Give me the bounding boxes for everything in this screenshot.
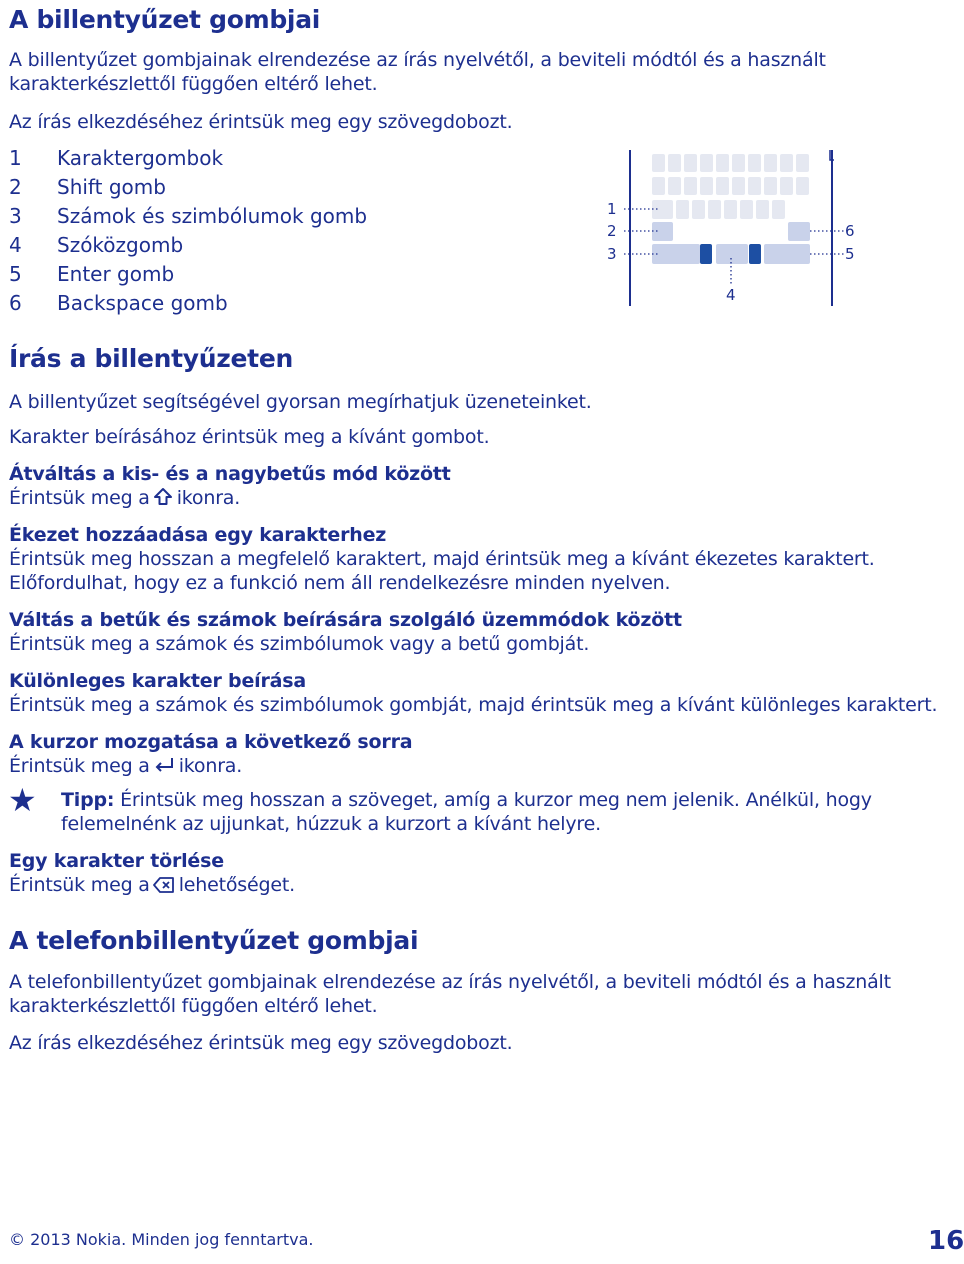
list-item: 5 Enter gomb	[9, 262, 175, 286]
shift-heading: Átváltás a kis- és a nagybetűs mód között	[9, 463, 451, 485]
tip-label: Tipp:	[61, 789, 115, 811]
section-title-typing: Írás a billentyűzeten	[9, 344, 293, 373]
key	[692, 200, 705, 219]
special-char-heading: Különleges karakter beírása	[9, 670, 306, 692]
intro-line-1: A billentyűzet gombjainak elrendezése az írás nyelvétől, a beviteli módtól és a használt	[9, 49, 826, 71]
key	[732, 177, 745, 195]
copyright: © 2013 Nokia. Minden jog fenntartva.	[9, 1230, 314, 1249]
cursor-instruction: Érintsük meg a ikonra.	[9, 754, 242, 781]
key	[724, 200, 737, 219]
enter-key	[764, 244, 810, 264]
key	[740, 200, 753, 219]
key	[748, 177, 761, 195]
callout-label-4: 4	[726, 286, 736, 304]
callout-label-5: 5	[845, 245, 855, 263]
key	[732, 154, 745, 172]
callout-label-2: 2	[607, 222, 617, 240]
key	[684, 154, 697, 172]
star-icon: ★	[8, 781, 37, 819]
key-legend-list	[9, 146, 367, 320]
key	[700, 244, 712, 264]
typing-line-1: A billentyűzet segítségével gyorsan megírhatjuk üzeneteinket.	[9, 391, 592, 413]
key	[652, 154, 665, 172]
space-key	[716, 244, 748, 264]
key	[716, 177, 729, 195]
key	[780, 154, 793, 172]
key	[668, 177, 681, 195]
key	[780, 177, 793, 195]
list-item: 1 Karaktergombok	[9, 146, 224, 170]
key	[756, 200, 769, 219]
key	[796, 154, 809, 172]
key	[716, 154, 729, 172]
list-item: 2 Shift gomb	[9, 175, 166, 199]
key	[652, 177, 665, 195]
shift-key	[652, 222, 673, 241]
shift-instruction: Érintsük meg a ikonra.	[9, 486, 240, 513]
shift-icon	[153, 487, 173, 513]
section-title-phone-keypad: A telefonbillentyűzet gombjai	[9, 926, 419, 955]
list-item: 3 Számok és szimbólumok gomb	[9, 204, 368, 228]
key	[764, 154, 777, 172]
key	[684, 177, 697, 195]
start-writing-text: Az írás elkezdéséhez érintsük meg egy szövegdobozt.	[9, 111, 513, 133]
tip-text: Tipp: Érintsük meg hosszan a szöveget, amíg a kurzor meg nem jelenik. Anélkül, hogy felemelnénk az ujjunkat, húzzuk a kurzort a kívánt helyre.	[61, 789, 872, 835]
section1-intro	[9, 48, 826, 96]
delete-instruction: Érintsük meg a lehetőséget.	[9, 873, 295, 900]
mode-text: Érintsük meg a számok és szimbólumok vagy a betű gombját.	[9, 633, 590, 655]
key	[676, 200, 689, 219]
key	[652, 200, 673, 219]
section3-start-text: Az írás elkezdéséhez érintsük meg egy szövegdobozt.	[9, 1032, 513, 1054]
callout-label-3: 3	[607, 245, 617, 263]
key	[668, 154, 681, 172]
numbers-symbols-key	[652, 244, 700, 264]
section-title-keyboard-keys: A billentyűzet gombjai	[9, 5, 321, 34]
backspace-icon	[153, 876, 175, 900]
keyboard-diagram	[600, 148, 860, 310]
key	[700, 177, 713, 195]
callout-label-6: 6	[845, 222, 855, 240]
typing-line-2: Karakter beírásához érintsük meg a kívánt gombot.	[9, 426, 490, 448]
section3-intro: A telefonbillentyűzet gombjainak elrendezése az írás nyelvétől, a beviteli módtól és a használt karakterkészlettől függően eltérő lehet.	[9, 971, 891, 1017]
key	[748, 154, 761, 172]
key	[749, 244, 761, 264]
key	[772, 200, 785, 219]
key	[796, 177, 809, 195]
list-item: 4 Szóközgomb	[9, 233, 184, 257]
key	[764, 177, 777, 195]
accent-heading: Ékezet hozzáadása egy karakterhez	[9, 524, 387, 546]
enter-icon	[153, 755, 175, 781]
intro-line-2: karakterkészlettől függően eltérő lehet.	[9, 73, 378, 95]
callout-label-1: 1	[607, 200, 617, 218]
special-char-text: Érintsük meg a számok és szimbólumok gombját, majd érintsük meg a kívánt különleges karaktert.	[9, 694, 938, 716]
key	[708, 200, 721, 219]
delete-heading: Egy karakter törlése	[9, 850, 224, 872]
cursor-heading: A kurzor mozgatása a következő sorra	[9, 731, 413, 753]
backspace-key	[788, 222, 810, 241]
page-number: 16	[928, 1226, 964, 1256]
list-item: 6 Backspace gomb	[9, 291, 228, 315]
accent-text: Érintsük meg hosszan a megfelelő karaktert, majd érintsük meg a kívánt ékezetes karaktert. Előfordulhat, hogy ez a funkció nem áll rendelkezésre minden nyelven.	[9, 548, 875, 594]
key	[700, 154, 713, 172]
mode-heading: Váltás a betűk és számok beírására szolgáló üzemmódok között	[9, 609, 682, 631]
